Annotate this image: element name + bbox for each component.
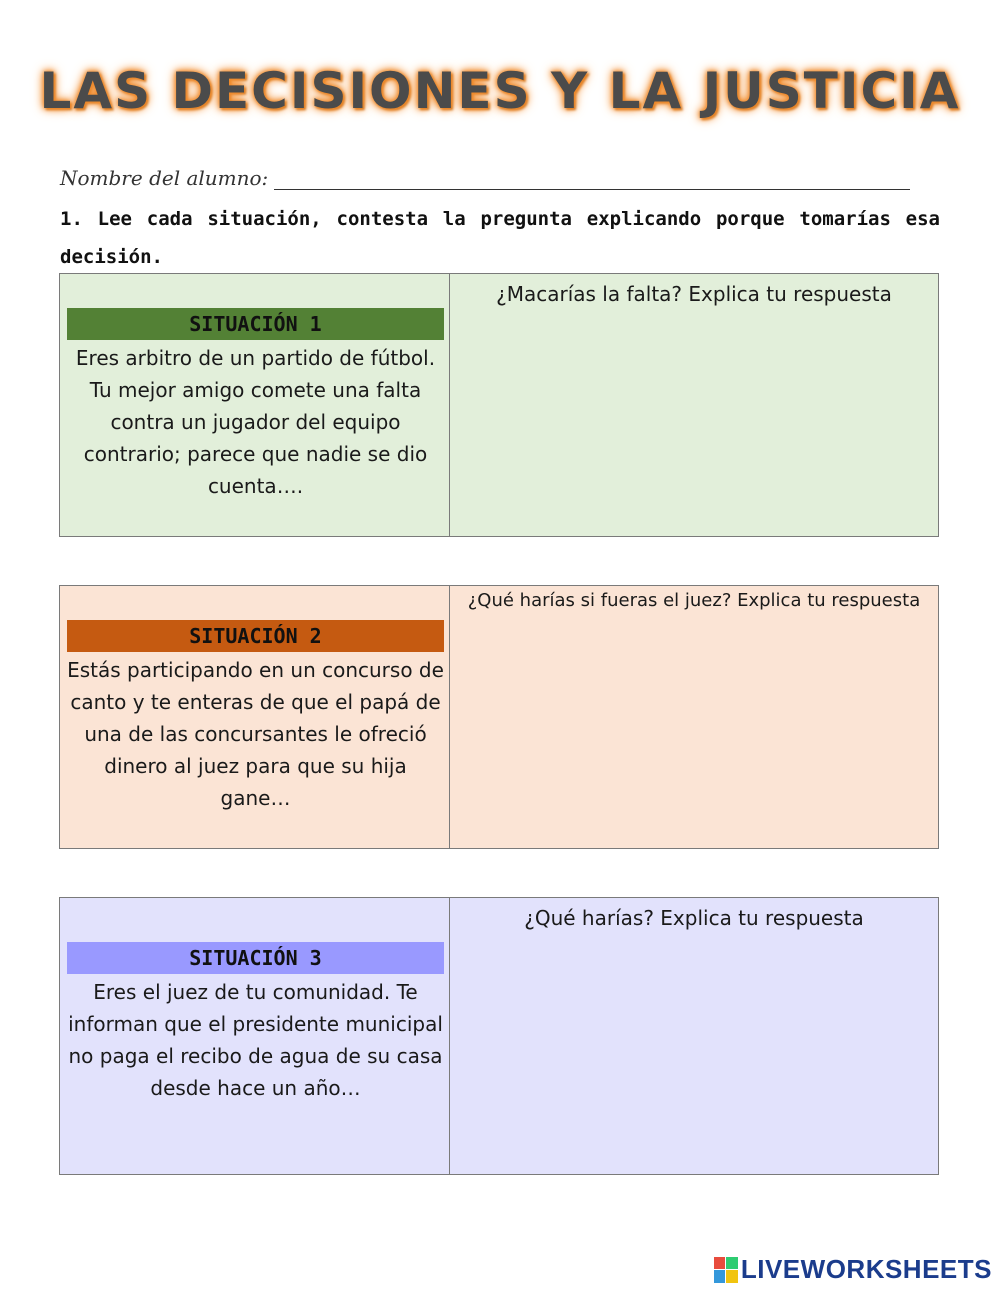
- situation-2-text: Estás participando en un concurso de canto y te enteras de que el papá de una de las concursantes le ofreció dinero al juez para que su hija gane…: [67, 658, 444, 810]
- liveworksheets-icon: [714, 1257, 738, 1283]
- situation-1-header: SITUACIÓN 1: [67, 308, 444, 340]
- situation-2-answer-area[interactable]: [450, 586, 938, 848]
- situation-1-question: ¿Macarías la falta? Explica tu respuesta: [496, 282, 892, 306]
- situation-1-answer-area[interactable]: [450, 274, 938, 536]
- situation-2-description: [60, 586, 450, 848]
- situation-3-description: [60, 898, 450, 1174]
- situation-1-text: Eres arbitro de un partido de fútbol. Tu mejor amigo comete una falta contra un jugador del equipo contrario; parece que nadie se dio cuenta….: [75, 346, 436, 498]
- situation-1-box: [59, 273, 939, 537]
- situation-2-question: ¿Qué harías si fueras el juez? Explica tu respuesta: [467, 590, 921, 611]
- worksheet-title: LAS DECISIONES Y LA JUSTICIA: [39, 62, 961, 120]
- situation-1-description: [60, 274, 450, 536]
- situation-3-question: ¿Qué harías? Explica tu respuesta: [524, 906, 864, 930]
- situation-2-box: [59, 585, 939, 849]
- situation-3-header: SITUACIÓN 3: [67, 942, 444, 974]
- instruction-text: 1. Lee cada situación, contesta la pregunta explicando porque tomarías esa decisión.: [60, 208, 940, 268]
- student-name-field[interactable]: [274, 169, 910, 190]
- liveworksheets-wordmark: LIVEWORKSHEETS: [740, 1254, 992, 1284]
- situation-2-header: SITUACIÓN 2: [67, 620, 444, 652]
- student-name-row: [60, 160, 910, 190]
- student-name-label: Nombre del alumno:: [60, 166, 269, 190]
- liveworksheets-logo: [714, 1254, 992, 1285]
- situation-3-answer-area[interactable]: [450, 898, 938, 1174]
- situation-3-text: Eres el juez de tu comunidad. Te informan que el presidente municipal no paga el recibo de agua de su casa desde hace un año…: [68, 980, 443, 1100]
- situation-3-box: [59, 897, 939, 1175]
